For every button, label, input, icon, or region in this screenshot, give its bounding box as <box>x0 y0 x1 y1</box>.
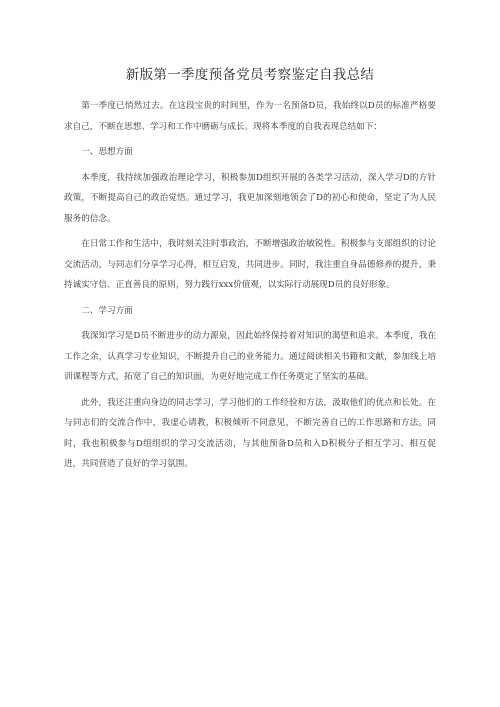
study-paragraph-1: 我深知学习是D员不断进步的动力源泉，因此始终保持着对知识的渴望和追求。本季度，我在工作之余，认真学习专业知识，不断提升自己的业务能力。通过阅读相关书籍和文献，参加线上培训课程等方式，拓宽了自己的知识面，为更好地完成工作任务奠定了坚实的基础。 <box>64 331 436 382</box>
study-paragraph-2: 此外，我还注重向身边的同志学习，学习他们的工作经验和方法，汲取他们的优点和长处。在与同志们的交流合作中，我虚心请教，积极倾听不同意见，不断完善自己的工作思路和方法。同时，我也积极参与D组组织的学习交流活动，与其他预备D员和入D积极分子相互学习、相互促进，共同营造了良好的学习氛围。 <box>64 397 436 469</box>
section-heading-study: 二、学习方面 <box>81 305 133 316</box>
section-heading-thought: 一、思想方面 <box>81 147 133 157</box>
thought-paragraph-1: 本季度，我持续加强政治理论学习，积极参加D组织开展的各类学习活动，深入学习D的方针政策，不断提高自己的政治觉悟。通过学习，我更加深刻地领会了D的初心和使命，坚定了为人民服务的信念。 <box>64 172 436 224</box>
document-body <box>64 96 436 480</box>
document-title: 新版第一季度预备党员考察鉴定自我总结 <box>125 67 375 83</box>
intro-paragraph: 第一季度已悄然过去。在这段宝贵的时间里，作为一名预备D员，我始终以D员的标准严格要求自己，不断在思想、学习和工作中磨砺与成长。现将本季度的自我表现总结如下： <box>64 101 436 132</box>
thought-paragraph-2: 在日常工作和生活中，我时刻关注时事政治，不断增强政治敏锐性。积极参与支部组织的讨论交流活动，与同志们分享学习心得，相互启发，共同进步。同时，我注重自身品德修养的提升，秉持诚实守信、正直善良的原则，努力践行xxx价值观，以实际行动展现D员的良好形象。 <box>64 239 436 290</box>
